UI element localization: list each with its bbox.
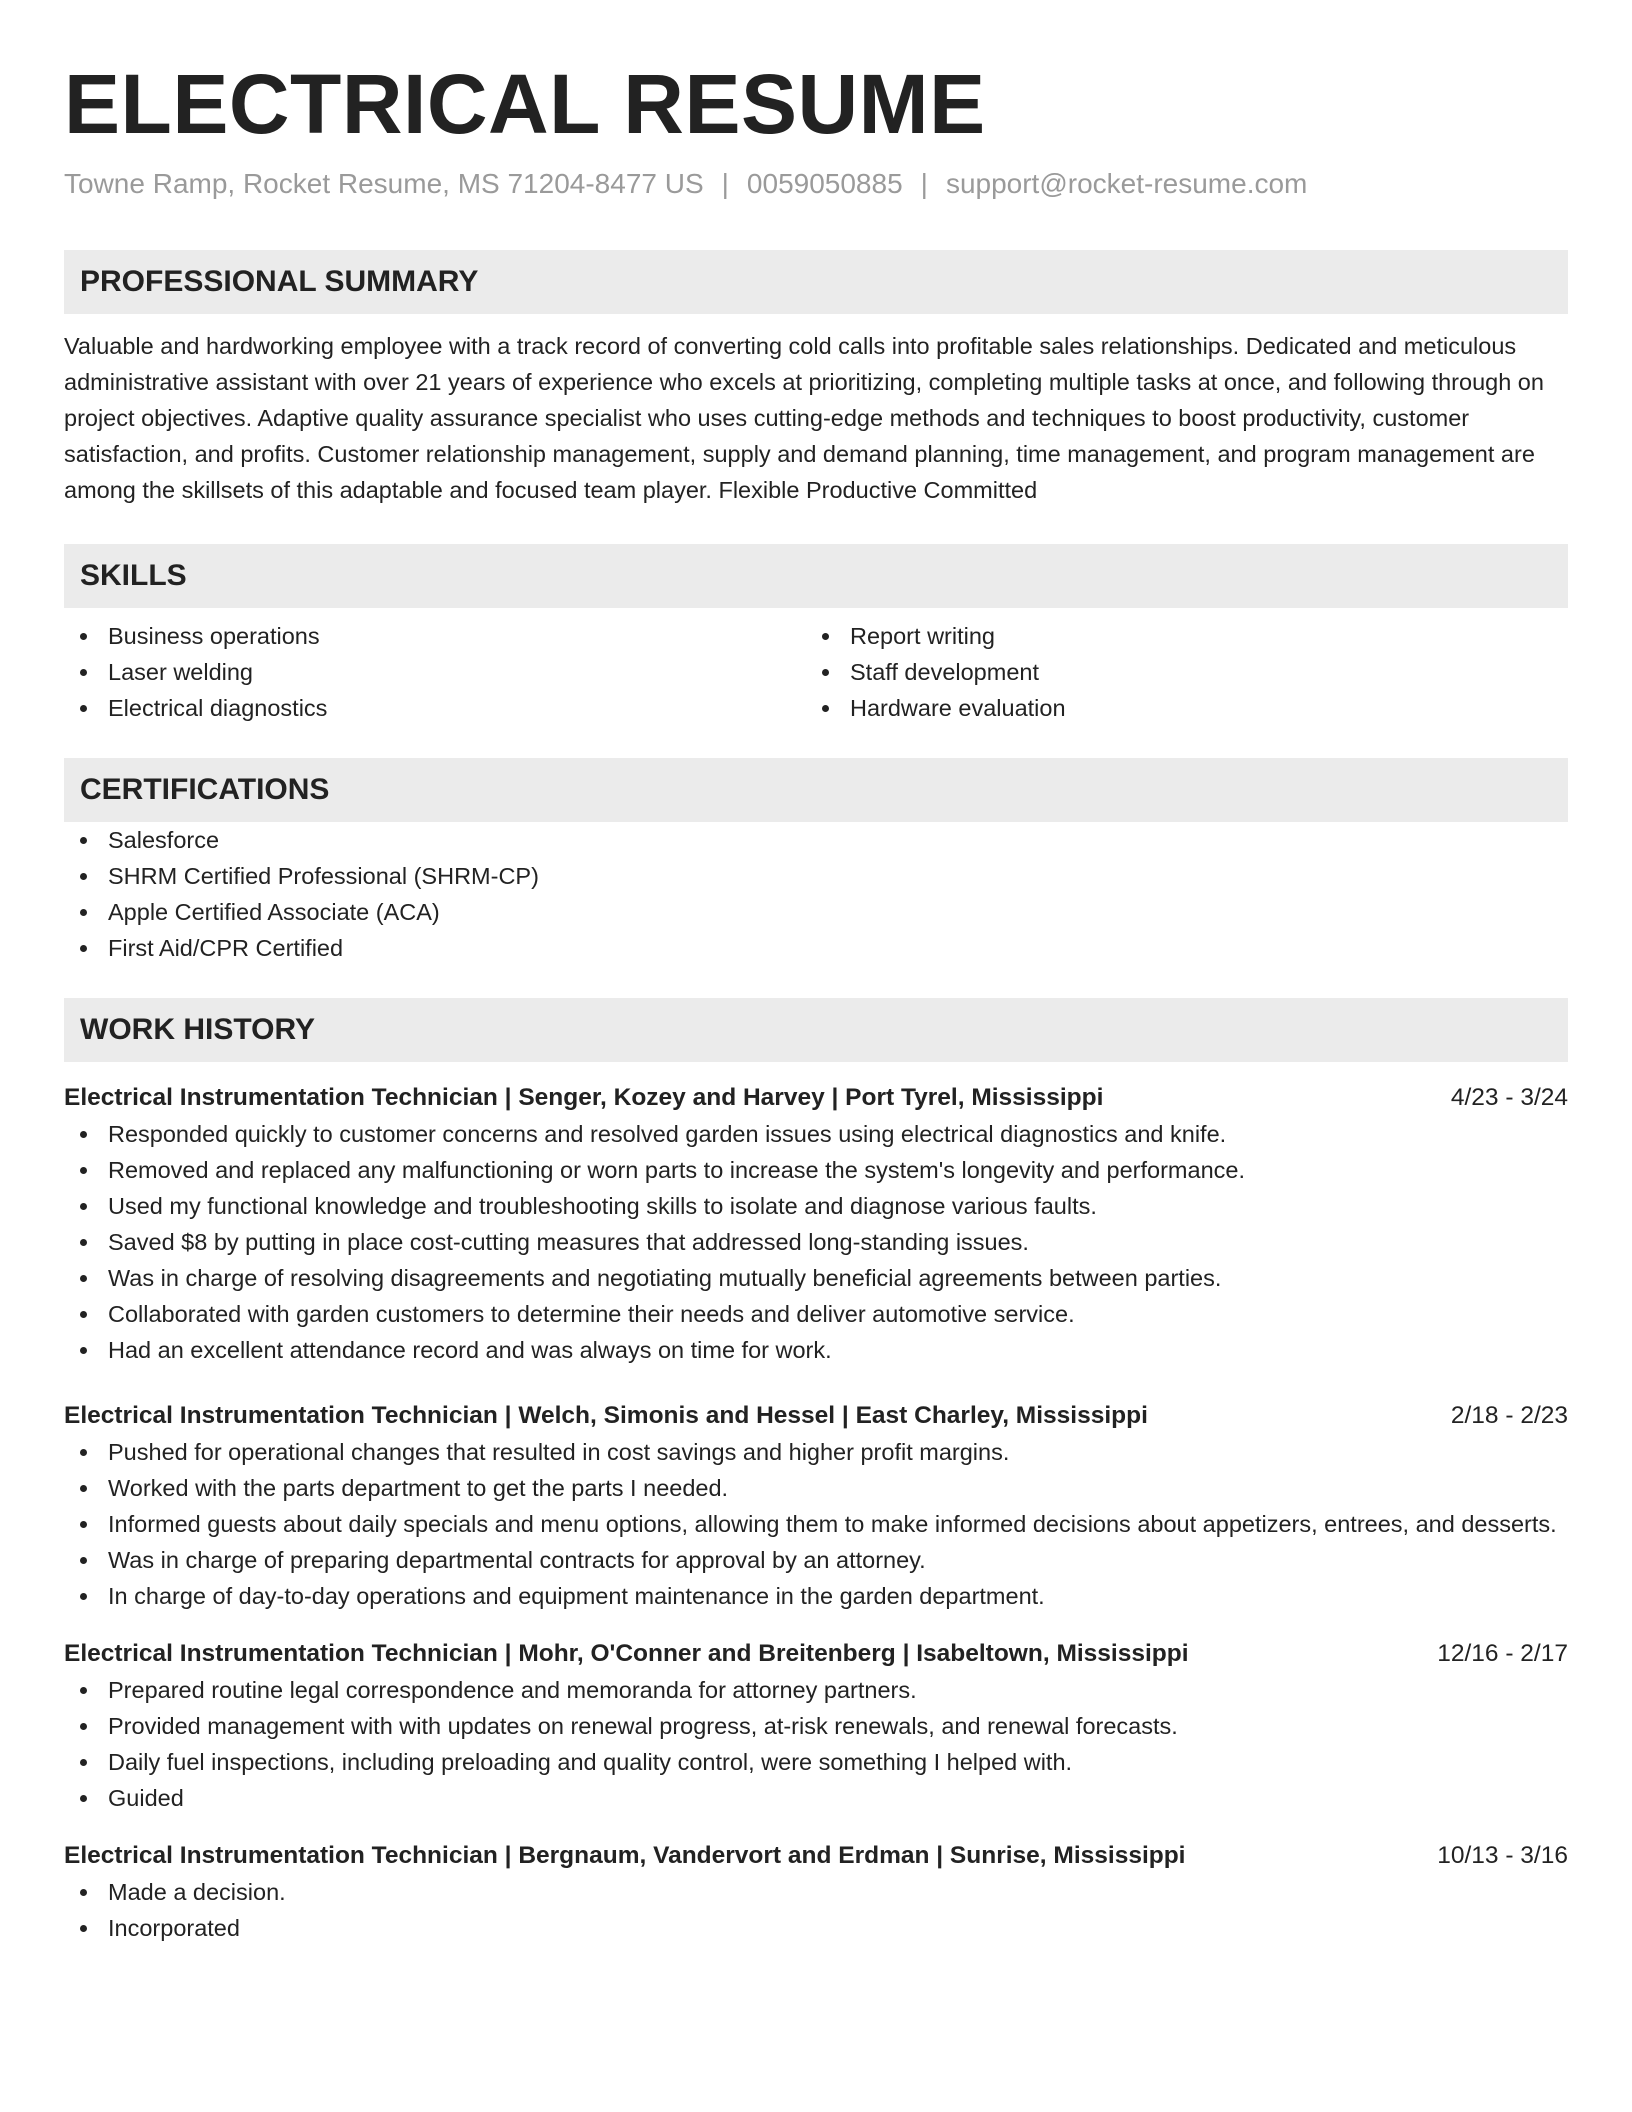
job-dates: 4/23 - 3/24 (1450, 1084, 1568, 1111)
bullet-icon (80, 1311, 87, 1318)
certification-item: Salesforce (64, 822, 1568, 858)
bullet-icon (80, 1167, 87, 1174)
job-dates: 10/13 - 3/16 (1437, 1842, 1568, 1869)
bullet-icon (80, 873, 87, 880)
job-bullets (64, 1434, 1568, 1614)
bullet-icon (80, 1203, 87, 1210)
skill-item: Staff development (806, 654, 1548, 690)
job-bullet: Removed and replaced any malfunctioning or worn parts to increase the system's longevity and performance. (64, 1152, 1568, 1188)
bullet-icon (822, 669, 829, 676)
job-bullet: Informed guests about daily specials and menu options, allowing them to make informed decisions about appetizers, entrees, and desserts. (64, 1506, 1568, 1542)
job-header (64, 1838, 1568, 1874)
contact-line (64, 166, 1568, 202)
contact-separator: | (920, 168, 928, 199)
bullet-icon (822, 705, 829, 712)
job-bullet: Used my functional knowledge and troubleshooting skills to isolate and diagnose various faults. (64, 1188, 1568, 1224)
resume-page (64, 58, 1568, 1946)
job-bullet: In charge of day-to-day operations and equipment maintenance in the garden department. (64, 1578, 1568, 1614)
bullet-icon (80, 1795, 87, 1802)
job-title: Electrical Instrumentation Technician | Mohr, O'Conner and Breitenberg | Isabeltown, Mississippi (64, 1640, 1189, 1667)
bullet-icon (80, 1889, 87, 1896)
bullet-icon (822, 633, 829, 640)
bullet-icon (80, 1593, 87, 1600)
skill-item: Hardware evaluation (806, 690, 1548, 726)
job-bullet: Provided management with with updates on renewal progress, at-risk renewals, and renewal forecasts. (64, 1708, 1568, 1744)
job-entry (64, 1080, 1568, 1368)
contact-email: support@rocket-resume.com (945, 168, 1308, 199)
skills-grid (64, 618, 1568, 726)
job-bullet: Responded quickly to customer concerns and resolved garden issues using electrical diagnostics and knife. (64, 1116, 1568, 1152)
bullet-icon (80, 1687, 87, 1694)
bullet-icon (80, 1449, 87, 1456)
bullet-icon (80, 669, 87, 676)
certifications-list (64, 822, 1568, 966)
job-dates: 2/18 - 2/23 (1450, 1402, 1568, 1429)
skill-item: Laser welding (64, 654, 806, 690)
section-heading-work-history: WORK HISTORY (64, 998, 1568, 1062)
bullet-icon (80, 1925, 87, 1932)
certification-item: Apple Certified Associate (ACA) (64, 894, 1568, 930)
skill-item: Electrical diagnostics (64, 690, 806, 726)
skill-item: Business operations (64, 618, 806, 654)
job-entry (64, 1398, 1568, 1614)
job-header (64, 1080, 1568, 1116)
job-bullet: Had an excellent attendance record and was always on time for work. (64, 1332, 1568, 1368)
job-title: Electrical Instrumentation Technician | Bergnaum, Vandervort and Erdman | Sunrise, Mississippi (64, 1842, 1186, 1869)
job-header (64, 1636, 1568, 1672)
job-bullets (64, 1874, 1568, 1946)
job-entry (64, 1838, 1568, 1946)
contact-separator: | (721, 168, 729, 199)
bullet-icon (80, 1239, 87, 1246)
job-bullet: Saved $8 by putting in place cost-cutting measures that addressed long-standing issues. (64, 1224, 1568, 1260)
contact-address: Towne Ramp, Rocket Resume, MS 71204-8477 US (64, 168, 704, 199)
job-title: Electrical Instrumentation Technician | Welch, Simonis and Hessel | East Charley, Mississippi (64, 1402, 1148, 1429)
job-header (64, 1398, 1568, 1434)
bullet-icon (80, 945, 87, 952)
job-entry (64, 1636, 1568, 1816)
skills-column-left (64, 618, 806, 726)
job-bullet: Made a decision. (64, 1874, 1568, 1910)
bullet-icon (80, 837, 87, 844)
job-bullet: Pushed for operational changes that resulted in cost savings and higher profit margins. (64, 1434, 1568, 1470)
bullet-icon (80, 633, 87, 640)
bullet-icon (80, 909, 87, 916)
resume-name: ELECTRICAL RESUME (64, 57, 986, 151)
skills-column-right (806, 618, 1548, 726)
job-bullet: Prepared routine legal correspondence and memoranda for attorney partners. (64, 1672, 1568, 1708)
bullet-icon (80, 1347, 87, 1354)
contact-phone: 0059050885 (746, 168, 903, 199)
job-bullet: Daily fuel inspections, including preloading and quality control, were something I helped with. (64, 1744, 1568, 1780)
section-heading-certifications: CERTIFICATIONS (64, 758, 1568, 822)
job-bullet: Collaborated with garden customers to determine their needs and deliver automotive service. (64, 1296, 1568, 1332)
job-bullet: Incorporated (64, 1910, 1568, 1946)
section-heading-skills: SKILLS (64, 544, 1568, 608)
bullet-icon (80, 705, 87, 712)
bullet-icon (80, 1557, 87, 1564)
job-bullet: Worked with the parts department to get the parts I needed. (64, 1470, 1568, 1506)
section-heading-summary: PROFESSIONAL SUMMARY (64, 250, 1568, 314)
certification-item: SHRM Certified Professional (SHRM-CP) (64, 858, 1568, 894)
job-bullet: Guided (64, 1780, 1568, 1816)
bullet-icon (80, 1521, 87, 1528)
bullet-icon (80, 1485, 87, 1492)
bullet-icon (80, 1723, 87, 1730)
job-bullets (64, 1116, 1568, 1368)
job-bullet: Was in charge of resolving disagreements and negotiating mutually beneficial agreements between parties. (64, 1260, 1568, 1296)
job-title: Electrical Instrumentation Technician | Senger, Kozey and Harvey | Port Tyrel, Mississippi (64, 1084, 1104, 1111)
bullet-icon (80, 1131, 87, 1138)
job-bullet: Was in charge of preparing departmental contracts for approval by an attorney. (64, 1542, 1568, 1578)
job-dates: 12/16 - 2/17 (1437, 1640, 1568, 1667)
certification-item: First Aid/CPR Certified (64, 930, 1568, 966)
summary-text: Valuable and hardworking employee with a track record of converting cold calls into profitable sales relationships. Dedicated and meticulous administrative assistant with over 21 years of experience who excels at prioritizing, completing multiple tasks at once, and following through on project objectives. Adaptive quality assurance specialist who uses cutting-edge methods and techniques to boost productivity, customer satisfaction, and profits. Customer relationship management, supply and demand planning, time management, and program management are among the skillsets of this adaptable and focused team player. Flexible Productive Committed (64, 333, 1544, 503)
bullet-icon (80, 1275, 87, 1282)
bullet-icon (80, 1759, 87, 1766)
job-bullets (64, 1672, 1568, 1816)
skill-item: Report writing (806, 618, 1548, 654)
